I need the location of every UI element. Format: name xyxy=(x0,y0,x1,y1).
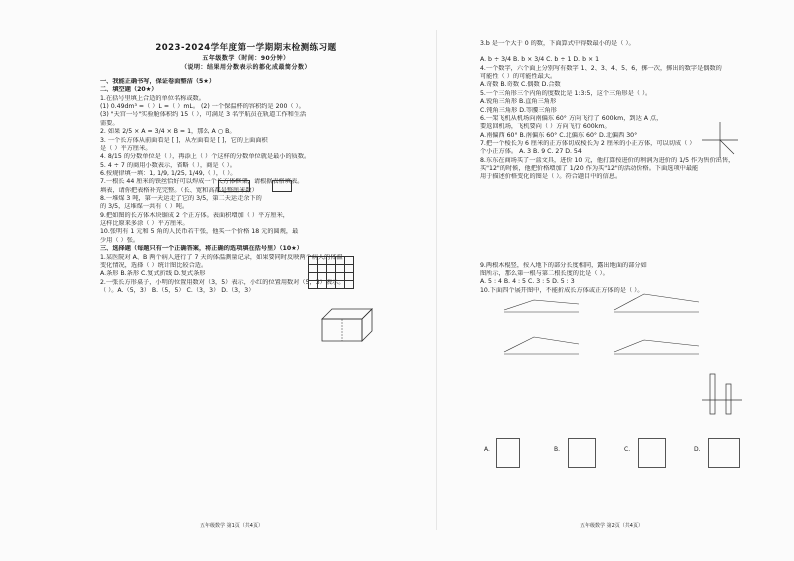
net-figure-a xyxy=(496,438,520,468)
net-option-label: A. xyxy=(484,446,490,453)
question-line: 用于描述价格变化的图是（ ）。符合题目中的信息。 xyxy=(480,173,622,181)
question-line: 少用（ ）张。 xyxy=(100,236,140,244)
question-line: 要返回机场，飞机要向（ ）方向飞行 600km。 xyxy=(480,123,611,131)
question-line: C.钝角三角形 D.等腰三角形 xyxy=(480,106,557,114)
question-line: 6.一架飞机从机场向南偏东 60° 方向飞行了 600km，到达 A 点， xyxy=(480,114,663,122)
question-line: 10.下面四个展开图中，不能折成长方体或正方体的是（ ）。 xyxy=(480,286,644,294)
question-line: 5. 4 ÷ 7 的商用小数表示，省略（ ），商是（ ）。 xyxy=(100,161,236,169)
question-line: 6.按规律填一填：1, 1/9, 1/25, 1/49,（ ），（ ）。 xyxy=(100,169,237,177)
option-graphs xyxy=(484,282,714,362)
question-line: 5.一个三角形三个内角的度数比是 1:3:5，这个三角形是（ ）。 xyxy=(480,89,652,97)
page-footer-right: 五年级数学 第2页（共4页） xyxy=(580,523,643,529)
question-line: 3.b 是一个大于 0 的数，下面算式中得数最小的是（ ）。 xyxy=(480,40,635,47)
question-line: 填表，请你把表格补充完整。（长、宽和高都是整厘米数） xyxy=(100,186,258,194)
question-line: 可能性（ ）的可能性最大。 xyxy=(480,73,557,81)
question-line: 2. 如果 2/5 × A = 3/4 × B = 1，那么 A ○ B。 xyxy=(100,128,236,136)
section-line: 三、选择题（每题只有一个正确答案，将正确的选项填在括号里）（10★） xyxy=(100,245,303,253)
net-options xyxy=(484,436,774,476)
exam-note: （说明：结果用分数表示的都化成最简分数） xyxy=(180,64,311,71)
question-line: 4. 8/15 的分数单位是（ ），再添上（ ）个这样的分数单位就是最小的质数。 xyxy=(100,153,311,161)
question-line: 个小正方体。 A. 3 B. 9 C. 27 D. 54 xyxy=(480,148,582,156)
question-line: 4.一个数字，六个面上分别写有数字 1、2、3、4、5、6，掷一次，掷出的数字是偶数的 xyxy=(480,64,722,72)
question-line: A.锐角三角形 B.直角三角形 xyxy=(480,98,557,106)
graph-a xyxy=(504,300,579,312)
page-divider xyxy=(436,30,437,530)
net-figure-b xyxy=(568,438,596,468)
question-line: 图所示，那么第一根与第二根长度的比是（ ）。 xyxy=(480,270,609,278)
question-line: A.南偏西 60° B.南偏东 60° C.北偏东 60° D.北偏西 30° xyxy=(480,131,638,139)
question-line: 这样比原来多涂（ ）平方厘米。 xyxy=(100,220,189,228)
question-line: 是（ ）平方厘米。 xyxy=(100,144,152,152)
graph-b xyxy=(614,294,699,312)
question-line: 2.一张长方形桌子，小明的位置用数对（3，5）表示，小红的位置用数对（5，3）表示。 xyxy=(100,278,345,286)
front-view-figure xyxy=(218,180,250,192)
page-footer-left: 五年级数学 第1页（共4页） xyxy=(200,523,263,529)
section-line: 一、我能正确书写，保证卷面整洁（5★） xyxy=(100,78,216,85)
question-line: 10.张明有 1 元和 5 角的人民币若干张，他买一个价格 18 元的圆规，最 xyxy=(100,228,299,236)
question-line: （ ）。A.（5，3） B.（5，5） C.（3，3） D.（3，3） xyxy=(100,286,255,294)
net-option-label: B. xyxy=(554,446,561,453)
question-line: A.条形 B.条形 C.复式折线 D.复式条形 xyxy=(100,270,206,278)
question-line: 需要。 xyxy=(100,119,119,127)
question-line: 7.一根长 44 厘米的铁丝恰好可以焊成一个长方体框架，请根据表格填表。 xyxy=(100,178,304,186)
answer-table xyxy=(308,256,354,289)
question-line: 7.把一个棱长为 6 厘米的正方体切成棱长为 2 厘米的小正方体，可以切成（ ） xyxy=(480,139,696,147)
graph-c xyxy=(504,337,579,354)
question-line: 3. 一个长方体从前面看是 [ ]，从左面看是 [ ]，它的上面面积 xyxy=(100,136,268,144)
question-line: 变化情况，选择（ ）统计图比较合适。 xyxy=(100,261,208,269)
question-line: 1.在括号里填上合适的单位名称或数。 xyxy=(100,94,205,102)
section-line: 二、填空题（20★） xyxy=(100,86,158,94)
graph-d xyxy=(614,340,699,354)
cuboid-figure xyxy=(318,305,378,345)
exam-subtitle: 五年级数学（时间：90分钟） xyxy=(202,55,290,62)
question-line: 9.两根木棍竖，按入地下的部分长度相同，露出地面的部分如 xyxy=(480,261,647,269)
right-column xyxy=(480,40,776,295)
compass-figure xyxy=(700,120,740,160)
question-line: (1) 0.49dm³ =（ ）L =（ ）mL。 (2) 一个保温杯的容积约是 200（ ）。 xyxy=(100,103,305,111)
question-line: 1.某医院对 A、B 两个病人进行了 7 天的体温测量记录，如果要同时反映两个病人的体温 xyxy=(100,253,343,261)
net-figure-c xyxy=(638,438,666,468)
question-line: A. 5 : 4 B. 4 : 5 C. 3 : 5 D. 5 : 3 xyxy=(480,278,575,286)
question-line: 买"12"的时候，他把价格增加了 1/20 作为买"12"的活动价格。下面选项中最能 xyxy=(480,165,699,173)
question-line: 8.一堆煤 3 吨，第一天运走了它的 3/5，第二天运走余下的 xyxy=(100,195,262,203)
net-option-label: C. xyxy=(624,446,631,453)
question-line: 的 3/5，这堆煤一共有（ ）吨。 xyxy=(100,203,189,211)
sticks-figure xyxy=(700,368,745,418)
question-line: (3) "天宫一号"实验舱体积约 15（ ），可满足 3 名宇航员在轨道工作和生活 xyxy=(100,111,307,119)
net-option-label: D. xyxy=(694,446,701,453)
question-line: 9.把如图的长方体木块锯成 2 个正方体。表面积增加（ ）平方厘米， xyxy=(100,211,289,219)
page-title xyxy=(100,41,392,71)
question-line: 8.东东在商场买了一盒文具，进价 10 元，他打算按进价的利润为进价的 1/5 作为售价出售， xyxy=(480,156,735,164)
exam-title: 2023-2024学年度第一学期期末检测练习题 xyxy=(155,43,337,53)
question-line: A.奇数 B.奇数 C.偶数 D.合数 xyxy=(480,81,561,89)
net-figure-d xyxy=(708,438,740,468)
side-view-figure xyxy=(272,180,292,192)
question-line: A. b ÷ 3/4 B. b × 3/4 C. b ÷ 1 D. b × 1 xyxy=(480,56,600,64)
option-graphs-area xyxy=(480,182,776,262)
